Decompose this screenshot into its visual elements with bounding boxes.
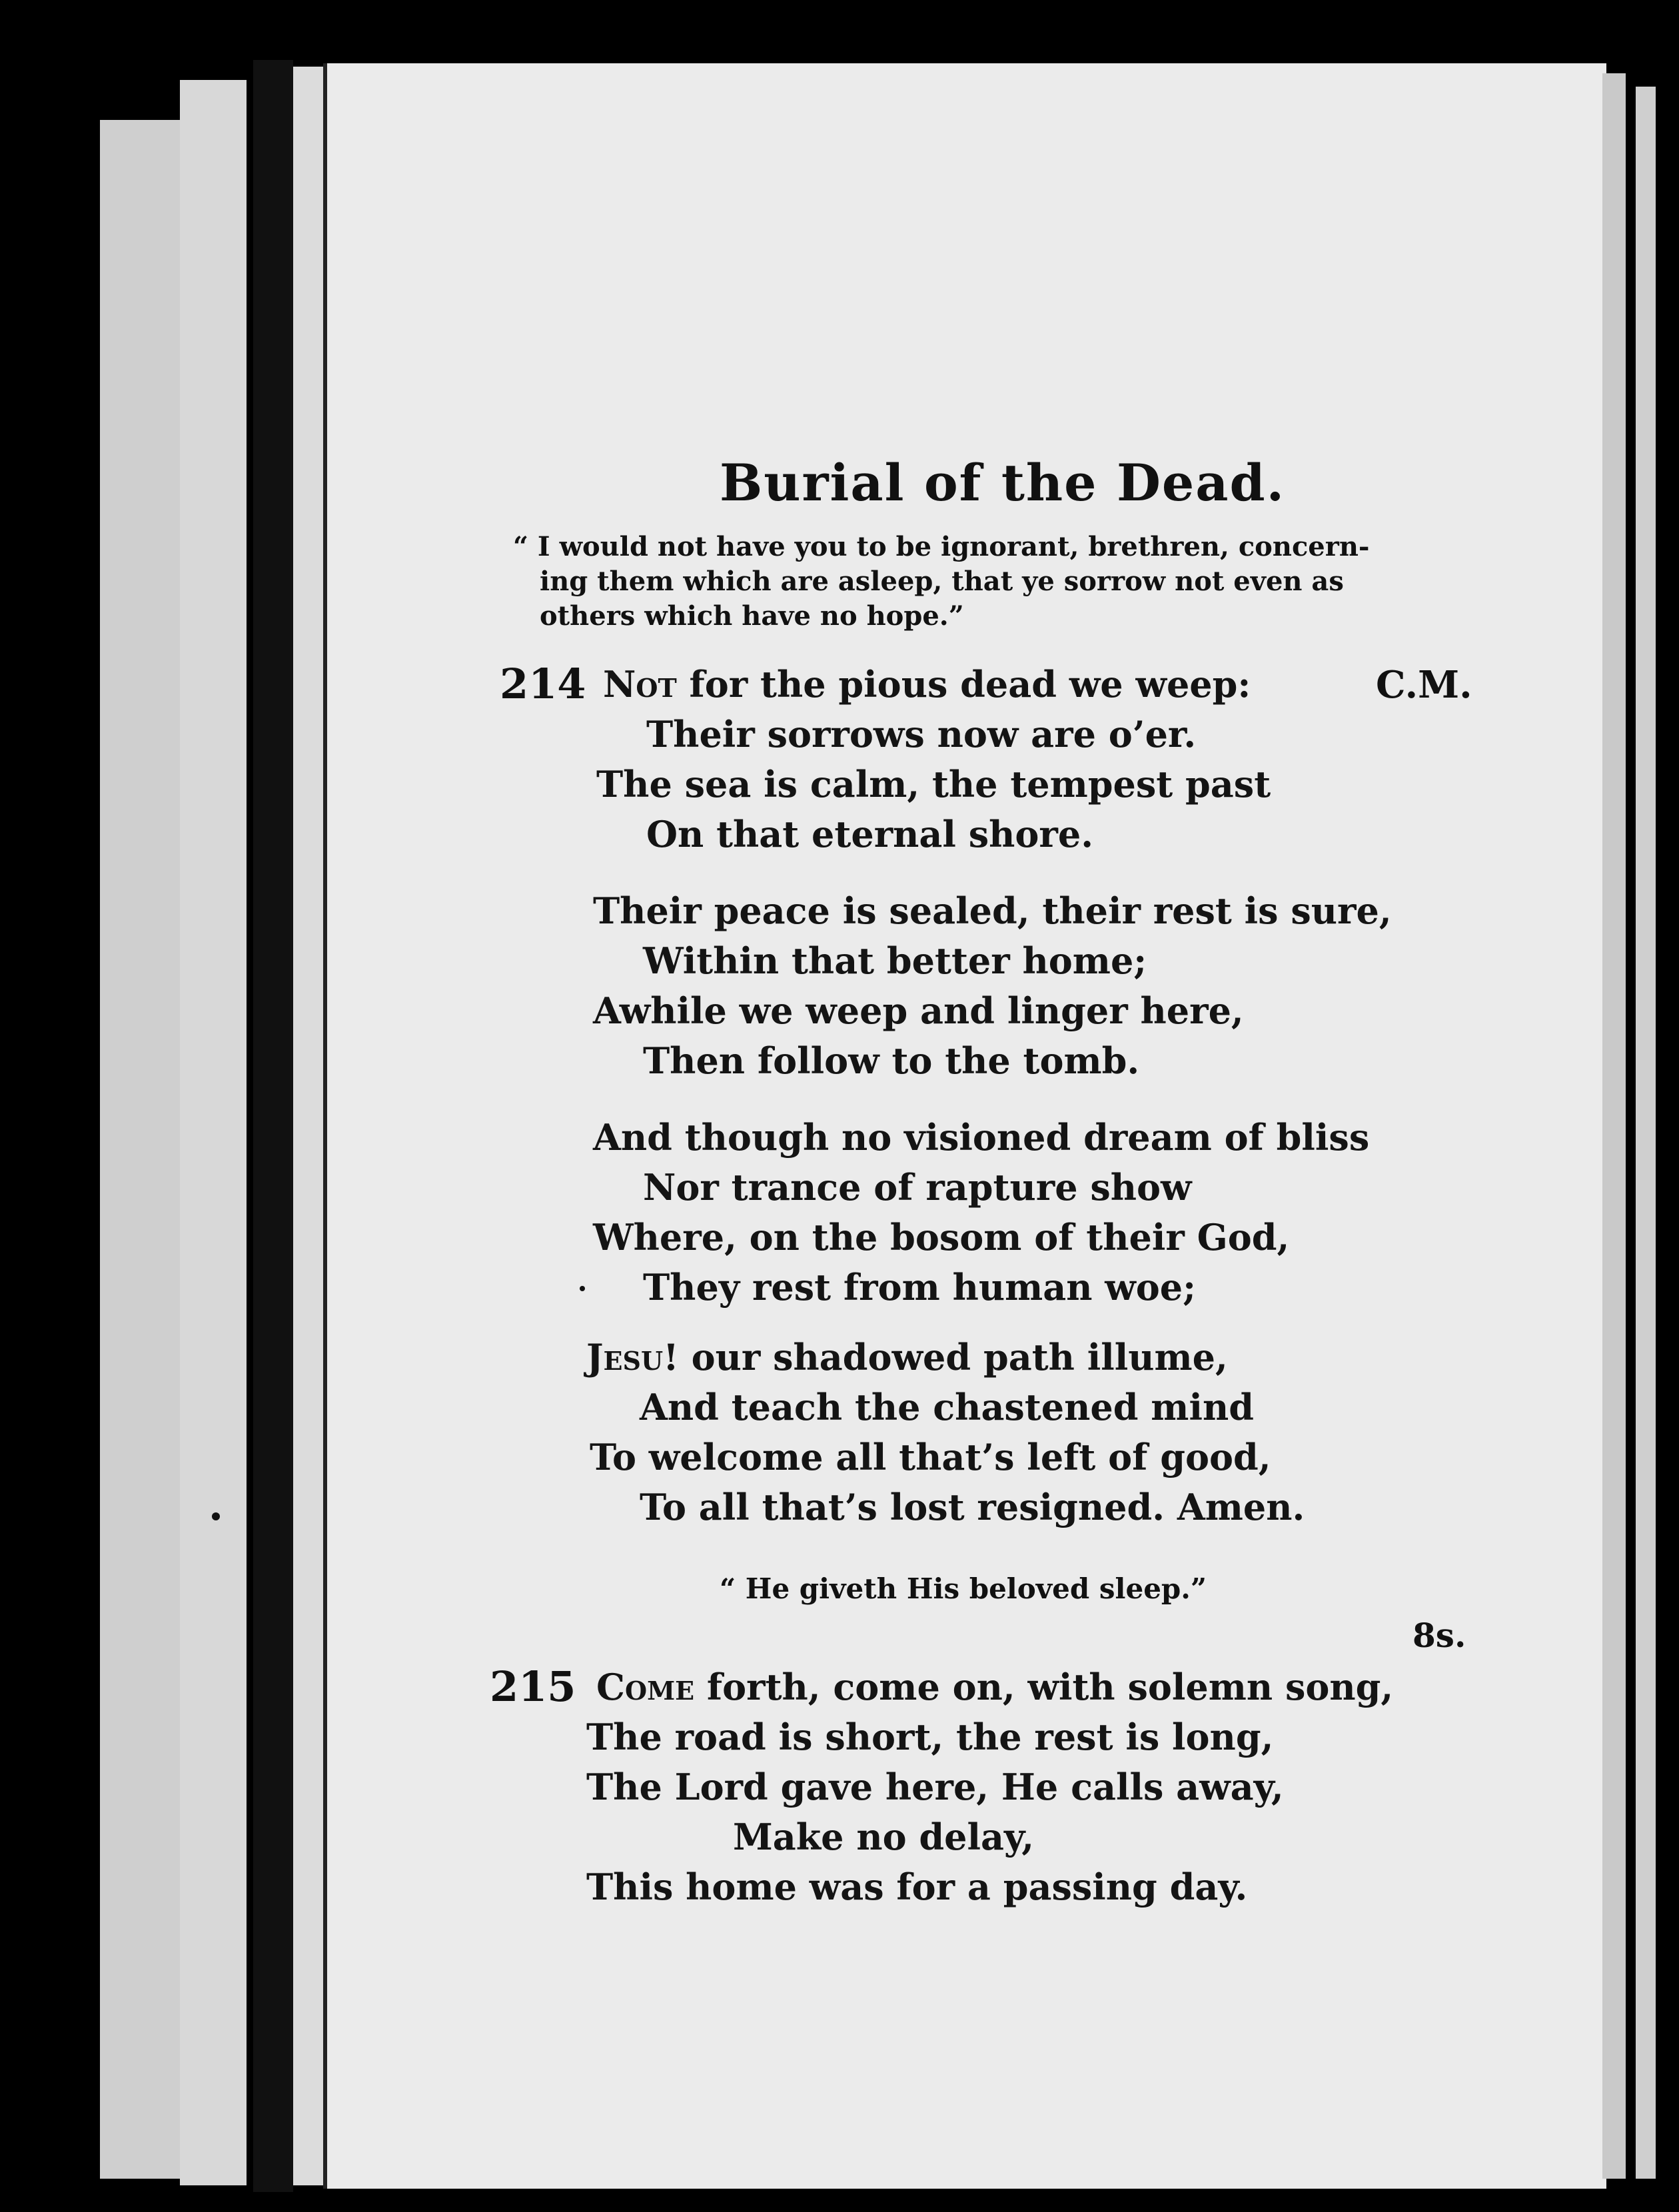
- first-line-rest: forth, come on, with solemn song,: [694, 1666, 1394, 1708]
- first-word: Come: [596, 1666, 695, 1708]
- first-word: Not: [603, 663, 677, 706]
- hymn-line: [596, 1666, 1393, 1708]
- hymn-line: To all that’s lost resigned. Amen.: [640, 1486, 1305, 1528]
- hymn-meter: 8s.: [1412, 1616, 1466, 1655]
- epigraph-line: others which have no hope.”: [540, 600, 964, 632]
- hymn-line: They rest from human woe;: [643, 1266, 1197, 1309]
- epigraph-line: ing them which are asleep, that ye sorrow not even as: [540, 566, 1344, 597]
- ink-speck: [212, 1512, 220, 1520]
- epigraph: [513, 530, 1472, 634]
- hymn-line: The Lord gave here, He calls away,: [586, 1766, 1284, 1808]
- hymn-line: And though no visioned dream of bliss: [593, 1116, 1370, 1159]
- hymn-line: Then follow to the tomb.: [643, 1039, 1140, 1082]
- hymn-meter: C.M.: [1376, 663, 1472, 707]
- ink-speck: [580, 1286, 585, 1291]
- hymn-line: Where, on the bosom of their God,: [593, 1216, 1290, 1259]
- hymn-line: Nor trance of rapture show: [643, 1166, 1192, 1209]
- first-line-rest: for the pious dead we weep:: [676, 663, 1251, 706]
- hymn-number: 214: [500, 660, 586, 708]
- hymn-line: To welcome all that’s left of good,: [590, 1436, 1271, 1478]
- hymn-line: [586, 1336, 1228, 1379]
- hymn-line: Make no delay,: [733, 1816, 1035, 1858]
- hymn-line: On that eternal shore.: [646, 813, 1093, 855]
- hymn-line: Within that better home;: [643, 939, 1147, 982]
- hymn-quote: “ He giveth His beloved sleep.”: [720, 1572, 1207, 1605]
- hymn-line: [603, 663, 1251, 706]
- hymn-line: The road is short, the rest is long,: [586, 1716, 1274, 1758]
- hymn-line: Their peace is sealed, their rest is sure,: [593, 889, 1392, 932]
- hymn-number: 215: [490, 1662, 576, 1711]
- first-word: Jesu: [586, 1336, 664, 1379]
- hymn-line: This home was for a passing day.: [586, 1866, 1248, 1908]
- hymn-line: Awhile we weep and linger here,: [593, 989, 1244, 1032]
- first-line-rest: ! our shadowed path illume,: [663, 1336, 1228, 1379]
- hymn-line: Their sorrows now are o’er.: [646, 713, 1197, 756]
- section-heading: Burial of the Dead.: [720, 453, 1286, 512]
- epigraph-line: “ I would not have you to be ignorant, brethren, concern-: [513, 531, 1370, 562]
- hymn-line: The sea is calm, the tempest past: [596, 763, 1271, 806]
- hymn-line: And teach the chastened mind: [640, 1386, 1254, 1428]
